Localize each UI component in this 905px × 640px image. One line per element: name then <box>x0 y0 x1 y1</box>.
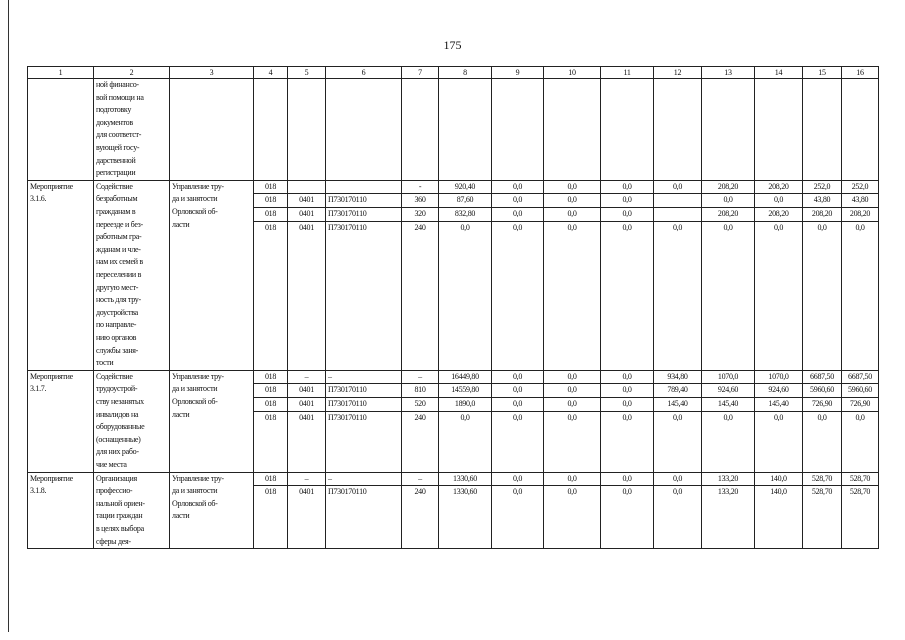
value-cell: 0,0 <box>817 222 827 232</box>
value-cell: 14559,80 <box>439 384 491 398</box>
value-cell: 0401 <box>288 384 325 398</box>
value-cell: 208,20 <box>755 181 802 195</box>
header-cell-11: 11 <box>601 67 654 79</box>
value-column <box>755 180 803 370</box>
value-cell: 240 <box>414 222 426 232</box>
value-cell: – <box>402 371 438 385</box>
value-cell: – <box>288 473 325 487</box>
value-cell: 5960,60 <box>803 384 841 398</box>
value-cell: 208,20 <box>842 208 878 222</box>
value-cell: П730170110 <box>326 208 401 222</box>
value-column <box>492 180 544 370</box>
value-cell: 16449,80 <box>439 371 491 385</box>
measure-executor: Управление тру- да и занятости Орловской об- ласти <box>170 472 254 549</box>
value-cell <box>654 194 701 208</box>
value-cell: 018 <box>254 384 287 398</box>
value-cell: 1890,0 <box>439 398 491 412</box>
header-cell-16: 16 <box>842 67 879 79</box>
value-column <box>492 472 544 549</box>
value-column <box>254 472 288 549</box>
header-cell-12: 12 <box>654 67 702 79</box>
value-cell: 0,0 <box>460 412 470 422</box>
value-column <box>654 472 702 549</box>
value-cell: 018 <box>254 371 287 385</box>
measure-id: Мероприятие 3.1.7. <box>28 370 94 472</box>
value-cell: 140,0 <box>770 487 787 497</box>
value-cell: 0,0 <box>601 371 653 385</box>
empty-cell <box>170 79 254 181</box>
value-cell: 924,60 <box>755 384 802 398</box>
value-column <box>755 472 803 549</box>
value-cell: 252,0 <box>803 181 841 195</box>
value-cell: 1330,60 <box>439 473 491 487</box>
header-cell-13: 13 <box>702 67 755 79</box>
empty-cell <box>544 79 601 181</box>
value-column <box>702 180 755 370</box>
value-cell: 0,0 <box>601 398 653 412</box>
value-column <box>544 370 601 472</box>
value-cell: 0401 <box>288 208 325 222</box>
value-column <box>654 180 702 370</box>
empty-cell <box>492 79 544 181</box>
header-cell-5: 5 <box>288 67 326 79</box>
value-cell: 018 <box>254 181 287 195</box>
empty-cell <box>803 79 842 181</box>
value-cell: 0,0 <box>567 487 577 497</box>
value-cell: 0,0 <box>654 181 701 195</box>
value-cell: 0,0 <box>460 222 470 232</box>
value-cell: 0401 <box>299 412 314 422</box>
value-column <box>702 472 755 549</box>
empty-cell <box>326 79 402 181</box>
value-column <box>254 180 288 370</box>
value-cell: 0,0 <box>544 384 600 398</box>
value-cell: 240 <box>414 412 426 422</box>
value-column <box>439 472 492 549</box>
value-cell: 0,0 <box>544 473 600 487</box>
value-cell: 133,20 <box>717 487 739 497</box>
value-cell: 0,0 <box>855 222 865 232</box>
empty-cell <box>439 79 492 181</box>
value-cell: П730170110 <box>328 412 367 422</box>
value-cell: 1070,0 <box>755 371 802 385</box>
value-column <box>439 180 492 370</box>
header-cell-9: 9 <box>492 67 544 79</box>
value-column <box>326 180 402 370</box>
value-column <box>492 370 544 472</box>
value-column <box>601 472 654 549</box>
value-column <box>842 180 879 370</box>
value-cell: 1330,60 <box>453 487 477 497</box>
value-cell: 0,0 <box>702 194 754 208</box>
page-number: 175 <box>443 38 462 52</box>
value-cell: 43,80 <box>842 194 878 208</box>
value-column <box>439 370 492 472</box>
value-column <box>402 180 439 370</box>
value-column <box>288 180 326 370</box>
value-cell: 133,20 <box>702 473 754 487</box>
value-cell: 0,0 <box>512 487 523 497</box>
measure-row <box>28 472 879 549</box>
header-cell-15: 15 <box>803 67 842 79</box>
value-cell: – <box>402 473 438 487</box>
value-column <box>601 180 654 370</box>
value-cell: 0,0 <box>492 194 543 208</box>
value-cell: 528,70 <box>803 473 841 487</box>
value-cell: 0,0 <box>567 412 577 422</box>
value-cell: 0401 <box>299 487 314 497</box>
value-cell: 810 <box>402 384 438 398</box>
value-cell: 924,60 <box>702 384 754 398</box>
header-cell-8: 8 <box>439 67 492 79</box>
measure-executor: Управление тру- да и занятости Орловской об- ласти <box>170 370 254 472</box>
value-column <box>544 180 601 370</box>
value-cell: 018 <box>254 473 287 487</box>
value-column <box>544 472 601 549</box>
measure-row <box>28 180 879 370</box>
value-column <box>601 370 654 472</box>
value-column <box>288 370 326 472</box>
value-cell: 0,0 <box>601 384 653 398</box>
header-row <box>28 67 879 79</box>
value-cell: 0401 <box>288 398 325 412</box>
value-cell: 145,40 <box>654 398 701 412</box>
value-cell: 0,0 <box>492 181 543 195</box>
value-cell: 018 <box>254 208 287 222</box>
value-cell: 208,20 <box>803 208 841 222</box>
value-column <box>402 370 439 472</box>
measure-description: Организация профессио- нальной ориен- тации граждан в целях выбора сферы дея- <box>94 472 170 549</box>
value-cell: 0,0 <box>672 487 683 497</box>
value-cell: 920,40 <box>439 181 491 195</box>
value-cell: 0,0 <box>654 473 701 487</box>
header-cell-3: 3 <box>170 67 254 79</box>
value-cell: 140,0 <box>755 473 802 487</box>
header-cell-2: 2 <box>94 67 170 79</box>
value-cell: 252,0 <box>842 181 878 195</box>
value-column <box>254 370 288 472</box>
value-cell: 5960,60 <box>842 384 878 398</box>
value-cell: 0,0 <box>512 412 523 422</box>
value-cell: 208,20 <box>702 208 754 222</box>
value-cell: П730170110 <box>326 194 401 208</box>
continuation-col2: ной финансо- вой помощи на подготовку документов для соответст- вующей госу- дарственной регистрации <box>94 79 170 181</box>
value-cell: 0,0 <box>601 473 653 487</box>
value-cell: П730170110 <box>328 222 367 232</box>
value-cell: 0,0 <box>855 412 865 422</box>
value-cell: 0401 <box>288 194 325 208</box>
value-cell: 0,0 <box>601 208 653 222</box>
header-cell-1: 1 <box>28 67 94 79</box>
empty-cell <box>842 79 879 181</box>
value-cell: 0,0 <box>672 222 683 232</box>
value-cell: 0,0 <box>512 222 523 232</box>
value-cell: 726,90 <box>842 398 878 412</box>
value-cell: 208,20 <box>702 181 754 195</box>
value-cell: П730170110 <box>326 398 401 412</box>
value-cell: 0,0 <box>492 371 543 385</box>
value-column <box>842 472 879 549</box>
value-cell: 6687,50 <box>803 371 841 385</box>
value-cell: 018 <box>254 398 287 412</box>
value-cell: 0,0 <box>622 412 632 422</box>
continuation-row <box>28 79 879 181</box>
value-cell: 018 <box>264 412 277 422</box>
header-cell-6: 6 <box>326 67 402 79</box>
value-cell: 0,0 <box>773 412 784 422</box>
empty-cell <box>755 79 803 181</box>
value-cell: 018 <box>254 194 287 208</box>
value-column <box>402 472 439 549</box>
measure-id: Мероприятие 3.1.8. <box>28 472 94 549</box>
value-cell: 0,0 <box>544 194 600 208</box>
value-cell: 87,60 <box>439 194 491 208</box>
value-cell: 145,40 <box>702 398 754 412</box>
budget-table <box>27 66 879 549</box>
value-cell: 1070,0 <box>702 371 754 385</box>
value-cell: 0,0 <box>773 222 784 232</box>
value-cell: 0,0 <box>622 222 632 232</box>
value-cell: 0,0 <box>544 398 600 412</box>
value-column <box>654 370 702 472</box>
value-cell: 43,80 <box>803 194 841 208</box>
value-cell <box>654 208 701 222</box>
value-cell: 528,70 <box>811 487 833 497</box>
empty-cell <box>402 79 439 181</box>
value-cell: 018 <box>264 222 277 232</box>
value-cell: 0,0 <box>723 222 733 232</box>
value-cell: 208,20 <box>755 208 802 222</box>
header-cell-10: 10 <box>544 67 601 79</box>
value-column <box>842 370 879 472</box>
measure-row <box>28 370 879 472</box>
value-cell: 0401 <box>299 222 314 232</box>
value-cell: – <box>326 473 401 487</box>
measure-description: Содействие безработным гражданам в переезде и без- работным гра- жданам и чле- нам их семей в переселении в другую мест- ность для тру- доустройства по направле- нию органов службы заня- тости <box>94 180 170 370</box>
value-cell: 726,90 <box>803 398 841 412</box>
value-cell: – <box>326 371 401 385</box>
value-cell: 520 <box>402 398 438 412</box>
header-cell-4: 4 <box>254 67 288 79</box>
header-cell-7: 7 <box>402 67 439 79</box>
value-cell: 0,0 <box>672 412 683 422</box>
page-left-border <box>8 0 9 632</box>
measure-description: Содействие трудоустрой- ству незанятых инвалидов на оборудованные (оснащенные) для них рабо- чие места <box>94 370 170 472</box>
value-cell: 6687,50 <box>842 371 878 385</box>
header-cell-14: 14 <box>755 67 803 79</box>
value-cell: 0,0 <box>492 398 543 412</box>
value-cell: 0,0 <box>492 208 543 222</box>
value-cell: 0,0 <box>544 371 600 385</box>
empty-cell <box>254 79 288 181</box>
value-cell: 0,0 <box>723 412 733 422</box>
value-cell: 832,80 <box>439 208 491 222</box>
value-cell: 0,0 <box>492 473 543 487</box>
value-cell: 528,70 <box>849 487 871 497</box>
value-column <box>803 180 842 370</box>
value-column <box>803 370 842 472</box>
empty-cell <box>654 79 702 181</box>
value-cell: 320 <box>402 208 438 222</box>
value-cell <box>288 181 325 195</box>
value-cell: П730170110 <box>326 384 401 398</box>
value-column <box>755 370 803 472</box>
value-cell: 0,0 <box>755 194 802 208</box>
value-cell: 0,0 <box>544 208 600 222</box>
value-cell: 0,0 <box>817 412 827 422</box>
empty-cell <box>601 79 654 181</box>
value-cell: 0,0 <box>601 181 653 195</box>
value-cell: П730170110 <box>328 487 367 497</box>
value-cell: 360 <box>402 194 438 208</box>
value-cell: 0,0 <box>601 194 653 208</box>
value-cell <box>326 181 401 195</box>
value-cell: 018 <box>264 487 277 497</box>
value-cell: 0,0 <box>567 222 577 232</box>
empty-cell <box>28 79 94 181</box>
value-cell: 0,0 <box>492 384 543 398</box>
value-cell: 789,40 <box>654 384 701 398</box>
value-cell: 0,0 <box>544 181 600 195</box>
value-column <box>326 370 402 472</box>
value-column <box>288 472 326 549</box>
value-column <box>326 472 402 549</box>
value-cell: 528,70 <box>842 473 878 487</box>
value-cell: – <box>288 371 325 385</box>
value-column <box>702 370 755 472</box>
measure-id: Мероприятие 3.1.6. <box>28 180 94 370</box>
empty-cell <box>702 79 755 181</box>
value-cell: - <box>402 181 438 195</box>
measure-executor: Управление тру- да и занятости Орловской об- ласти <box>170 180 254 370</box>
value-column <box>803 472 842 549</box>
value-cell: 934,80 <box>654 371 701 385</box>
value-cell: 0,0 <box>622 487 632 497</box>
value-cell: 240 <box>414 487 426 497</box>
value-cell: 145,40 <box>755 398 802 412</box>
empty-cell <box>288 79 326 181</box>
